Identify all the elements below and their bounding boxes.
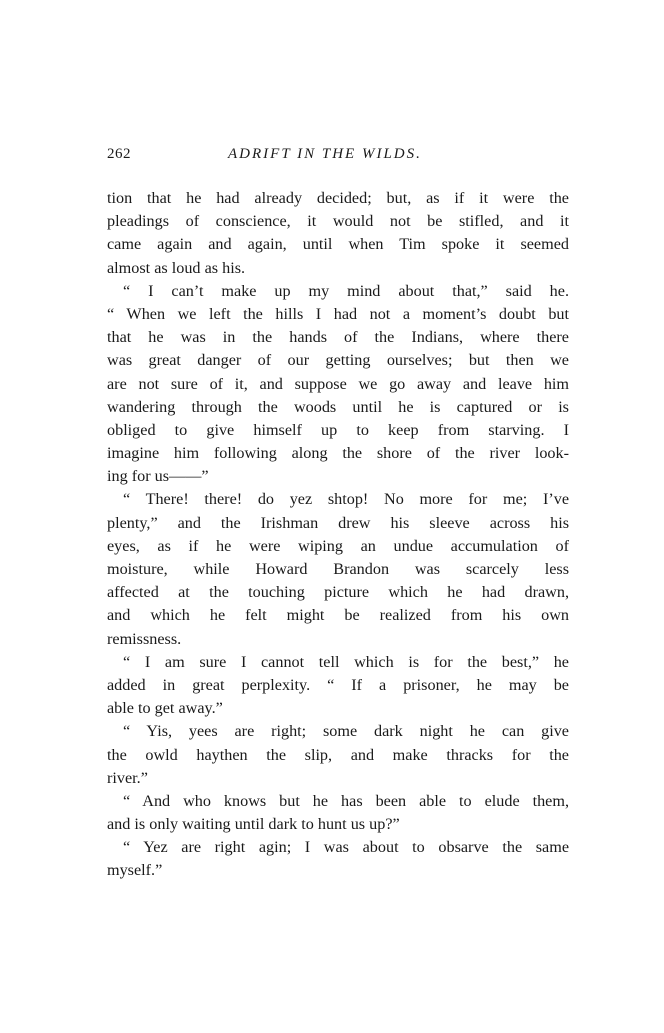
text-line: and which he felt might be realized from his own (107, 606, 569, 625)
text-line: are not sure of it, and suppose we go away and leave him (107, 374, 569, 393)
text-line: affected at the touching picture which he had drawn, (107, 583, 569, 602)
text-line: “ There! there! do yez shtop! No more for me; I’ve (123, 490, 569, 509)
text-line: added in great perplexity. “ If a prisoner, he may be (107, 675, 569, 694)
text-line: the owld haythen the slip, and make thracks for the (107, 745, 569, 764)
text-line: eyes, as if he were wiping an undue accumulation of (107, 536, 569, 555)
text-line: moisture, while Howard Brandon was scarcely less (107, 560, 569, 578)
text-line: pleadings of conscience, it would not be stifled, and it (107, 212, 569, 231)
text-line: came again and again, until when Tim spoke it seemed (107, 235, 569, 254)
text-line: almost as loud as his. (107, 258, 246, 277)
text-line: obliged to give himself up to keep from starving. I (107, 420, 569, 439)
text-line: able to get away.” (107, 699, 223, 718)
text-line: was great danger of our getting ourselves; but then we (107, 351, 569, 370)
text-line: wandering through the woods until he is captured or is (107, 397, 569, 416)
text-line: “ I can’t make up my mind about that,” said he. (123, 281, 569, 300)
text-line: imagine him following along the shore of the river look- (107, 444, 569, 463)
running-title: ADRIFT IN THE WILDS. (228, 146, 422, 162)
text-line: “ Yez are right agin; I was about to obsarve the same (123, 838, 569, 857)
text-line: plenty,” and the Irishman drew his sleeve across his (107, 513, 569, 532)
body-text (107, 187, 569, 883)
text-line: myself.” (107, 861, 163, 880)
text-line: “ Yis, yees are right; some dark night he can give (123, 722, 569, 741)
text-line: “ When we left the hills I had not a moment’s doubt but (107, 304, 569, 323)
text-line: that he was in the hands of the Indians, where there (107, 328, 569, 347)
text-line: remissness. (107, 629, 182, 648)
text-line: and is only waiting until dark to hunt us up?” (107, 815, 400, 834)
text-line: ing for us——” (107, 467, 209, 486)
page-header (107, 146, 569, 168)
text-line: “ And who knows but he has been able to elude them, (123, 791, 569, 810)
text-line: “ I am sure I cannot tell which is for the best,” he (123, 652, 569, 671)
text-line: river.” (107, 768, 148, 787)
text-line: tion that he had already decided; but, as if it were the (107, 189, 569, 207)
page-number: 262 (107, 146, 131, 162)
